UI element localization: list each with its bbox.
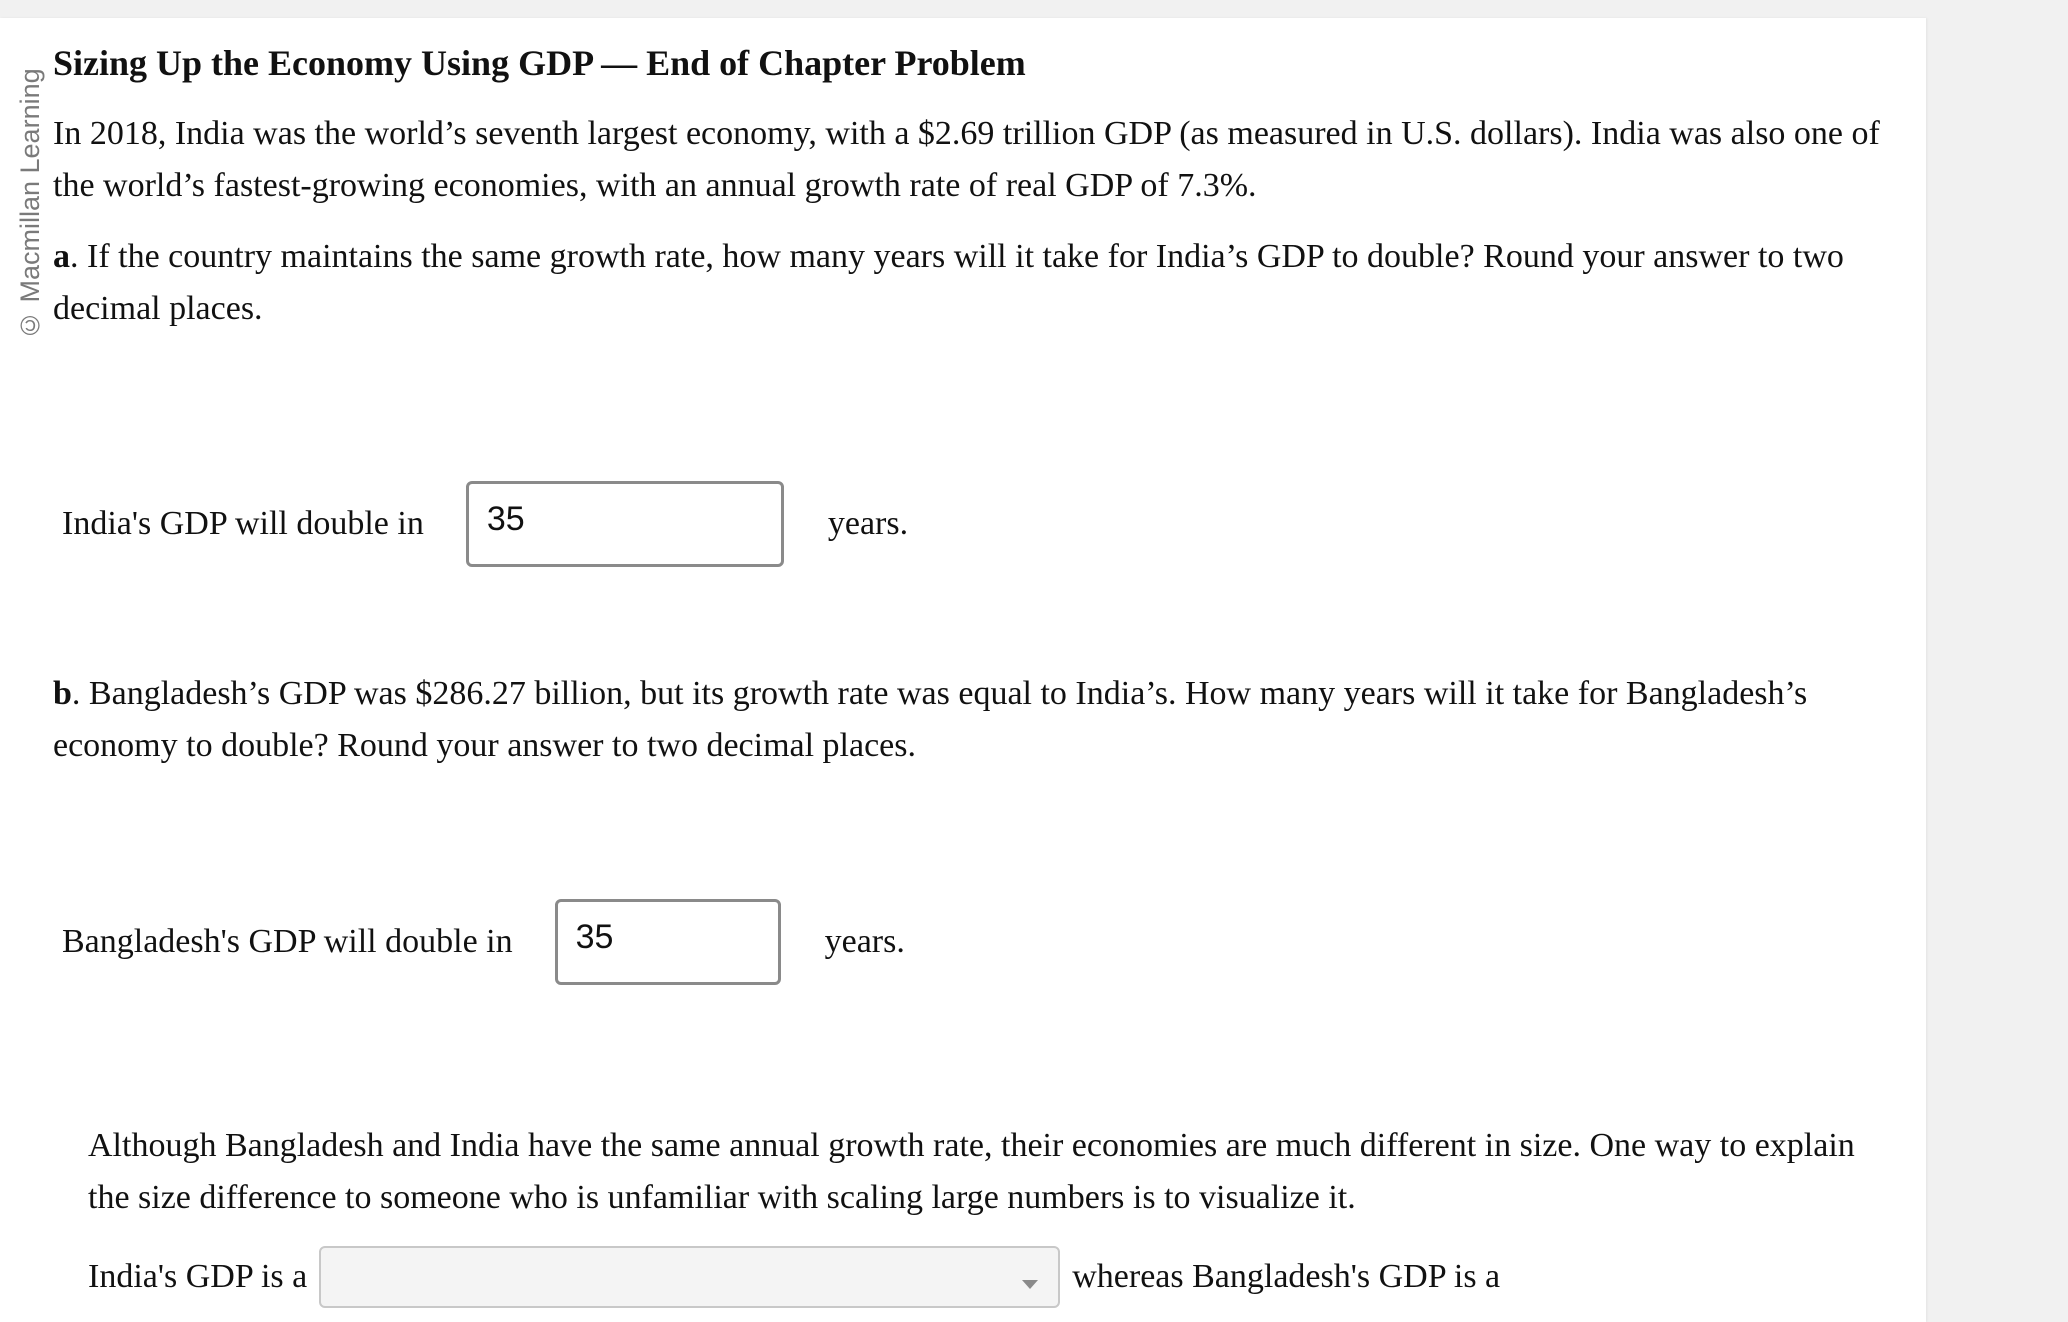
part-b-answer-row: [62, 899, 905, 985]
part-a-answer-row: [62, 481, 908, 567]
part-a-question-text: . If the country maintains the same growth rate, how many years will it take for India’s GDP to double? Round your answer to two decimal places.: [53, 238, 1844, 327]
problem-title: Sizing Up the Economy Using GDP — End of Chapter Problem: [53, 43, 1026, 83]
india-gdp-dropdown[interactable]: [319, 1246, 1060, 1308]
part-c-paragraph: Although Bangladesh and India have the same annual growth rate, their economies are much different in size. One way to explain the size difference to someone who is unfamiliar with scaling large numbers is to visualize it.: [88, 1127, 1855, 1216]
bangladesh-doubling-years-input[interactable]: 35: [555, 899, 781, 985]
part-a-letter: a: [53, 238, 70, 275]
part-b-answer-label: Bangladesh's GDP will double in: [62, 923, 513, 960]
copyright-label: © Macmillan Learning: [15, 68, 45, 340]
part-b-question-text: . Bangladesh’s GDP was $286.27 billion, but its growth rate was equal to India’s. How many years will it take for Bangladesh’s economy to double? Round your answer to two decimal places.: [53, 675, 1808, 764]
chevron-down-icon: [1022, 1280, 1038, 1289]
part-a-unit-label: years.: [827, 505, 909, 542]
part-a-answer-label: India's GDP will double in: [62, 505, 424, 542]
part-c-fill-row: [88, 1246, 1500, 1308]
part-a-question: [53, 231, 1913, 335]
india-doubling-years-input[interactable]: 35: [466, 481, 784, 567]
part-c-fill-prefix: India's GDP is a: [88, 1258, 308, 1295]
part-b-question: [53, 668, 1913, 772]
intro-paragraph: In 2018, India was the world’s seventh largest economy, with a $2.69 trillion GDP (as measured in U.S. dollars). India was also one of the world’s fastest-growing economies, with an annual growth rate of real GDP of 7.3%.: [53, 115, 1880, 204]
part-c-fill-middle: whereas Bangladesh's GDP is a: [1072, 1258, 1501, 1295]
part-b-unit-label: years.: [824, 923, 905, 960]
part-b-letter: b: [53, 675, 72, 712]
